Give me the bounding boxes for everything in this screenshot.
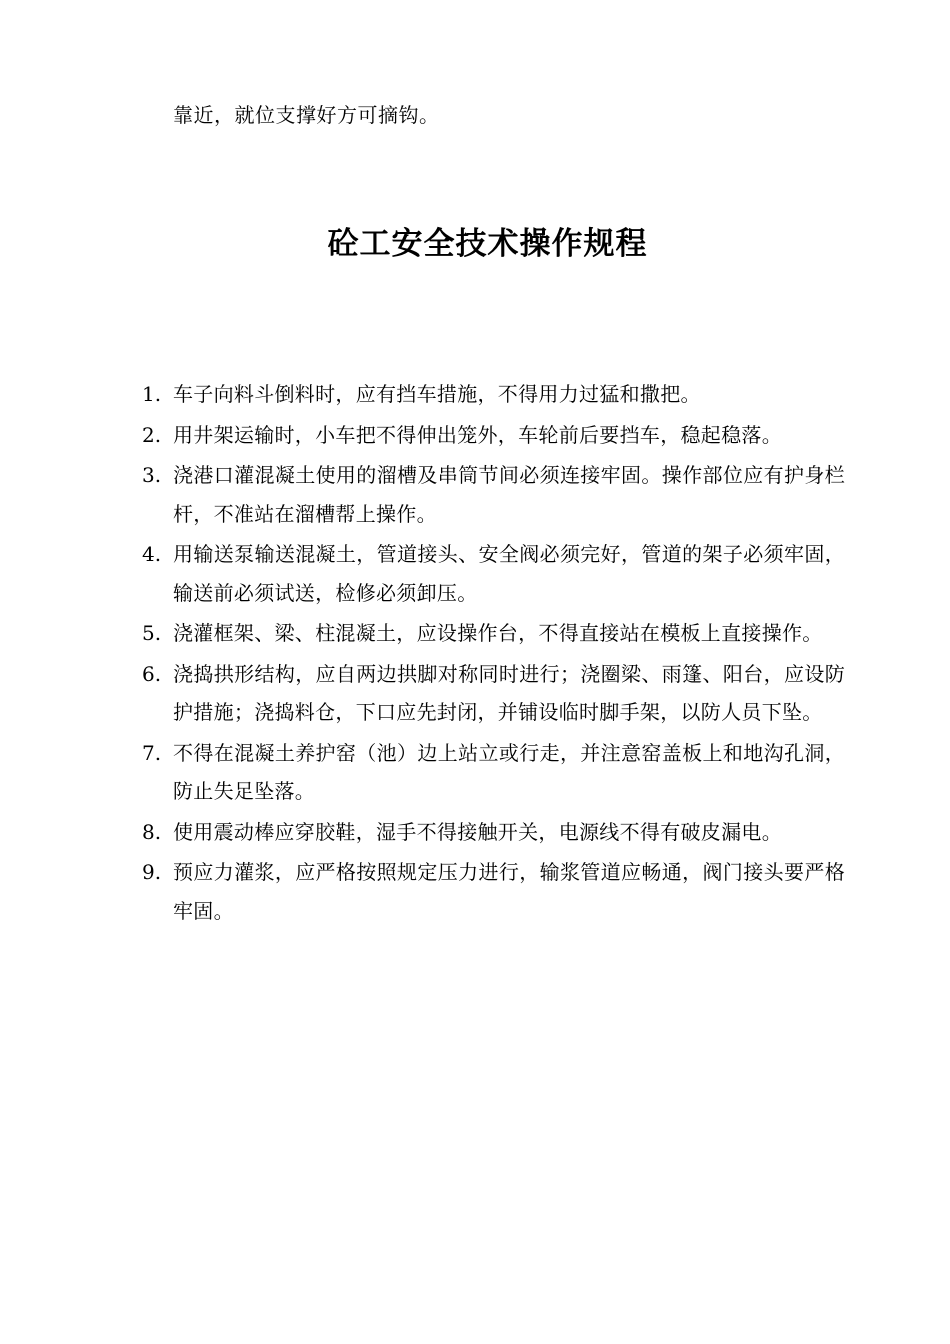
rule-text: 用输送泵输送混凝土，管道接头、安全阀必须完好，管道的架子必须牢固，输送前必须试送，检修必须卸压。 — [173, 542, 845, 605]
rules-list — [142, 375, 845, 932]
rule-text: 浇港口灌混凝土使用的溜槽及串筒节间必须连接牢固。操作部位应有护身栏杆，不准站在溜槽帮上操作。 — [173, 463, 845, 526]
rule-text: 浇灌框架、梁、柱混凝土，应设操作台，不得直接站在模板上直接操作。 — [173, 621, 823, 645]
rule-number: 7. — [142, 740, 162, 765]
list-item — [142, 734, 845, 811]
rule-number: 4. — [142, 542, 162, 566]
rule-text: 浇捣拱形结构，应自两边拱脚对称同时进行；浇圈梁、雨篷、阳台，应设防护措施；浇捣料仓，下口应先封闭，并铺设临时脚手架，以防人员下坠。 — [173, 661, 845, 724]
list-item — [142, 853, 845, 930]
rule-number: 2. — [142, 422, 162, 447]
rule-number: 3. — [142, 463, 162, 487]
rule-number: 5. — [142, 621, 162, 645]
rule-number: 9. — [142, 860, 162, 884]
list-item — [142, 614, 845, 653]
rule-number: 6. — [142, 661, 162, 686]
continuation-paragraph: 靠近，就位支撑好方可摘钩。 — [173, 103, 440, 127]
list-item — [142, 375, 845, 414]
rule-text: 车子向料斗倒料时，应有挡车措施，不得用力过猛和撒把。 — [173, 382, 701, 406]
rule-text: 用井架运输时，小车把不得伸出笼外，车轮前后要挡车，稳起稳落。 — [173, 422, 782, 447]
list-item — [142, 813, 845, 852]
rule-text: 不得在混凝土养护窑（池）边上站立或行走，并注意窑盖板上和地沟孔洞，防止失足坠落。 — [173, 740, 845, 803]
list-item — [142, 535, 845, 612]
rule-number: 1. — [142, 382, 162, 406]
rule-text: 预应力灌浆，应严格按照规定压力进行，输浆管道应畅通，阀门接头要严格牢固。 — [173, 860, 845, 923]
page-title: 砼工安全技术操作规程 — [327, 226, 648, 262]
list-item — [142, 416, 845, 455]
rule-text: 使用震动棒应穿胶鞋，湿手不得接触开关，电源线不得有破皮漏电。 — [173, 819, 782, 844]
rule-number: 8. — [142, 819, 162, 844]
list-item — [142, 655, 845, 732]
list-item — [142, 456, 845, 533]
